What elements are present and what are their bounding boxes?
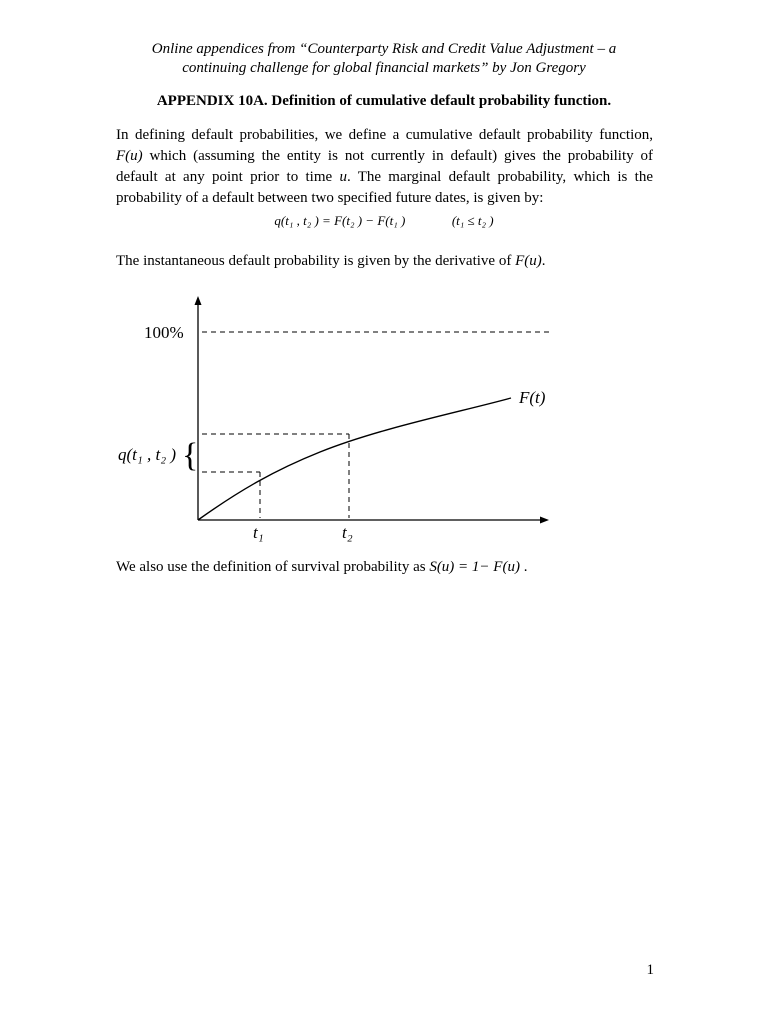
cumulative-curve <box>198 398 511 520</box>
appendix-title: APPENDIX 10A. Definition of cumulative default probability function. <box>156 93 612 109</box>
paragraph-text: In defining default probabilities, we define a cumulative default probability function, <box>116 127 653 143</box>
x-axis-arrow <box>540 517 549 524</box>
cumulative-default-figure <box>100 290 570 550</box>
page-number: 1 <box>646 962 654 978</box>
math-fu: F(u) <box>515 253 542 269</box>
math-fu: F(u) <box>116 148 143 164</box>
header-line-2: continuing challenge for global financial markets” by Jon Gregory <box>182 60 586 76</box>
hundred-percent-label: 100% <box>144 323 184 342</box>
math-u: u <box>339 169 347 185</box>
t2-tick-label: t₂ <box>342 523 353 542</box>
header-line-1: Online appendices from “Counterparty Risk and Credit Value Adjustment – a <box>151 41 617 57</box>
q-interval-label: q(t₁ , t₂ ) <box>118 445 177 464</box>
paragraph-end: . <box>519 559 528 575</box>
paragraph-end: . <box>541 253 546 269</box>
t1-tick-label: t₁ <box>253 523 264 542</box>
paragraph-text: We also use the definition of survival probability as <box>116 559 430 575</box>
paragraph-text: . The marginal default probability, which is the probability of a default between two specified future dates, is given by: <box>116 169 653 206</box>
y-axis-arrow <box>195 296 202 305</box>
paragraph-instantaneous <box>116 251 653 272</box>
paragraph-text: The instantaneous default probability is given by the derivative of <box>116 253 516 269</box>
paragraph-definition <box>116 125 653 209</box>
equation-condition: (t₁ ≤ t₂ ) <box>451 213 494 228</box>
running-header <box>0 40 768 78</box>
marginal-probability-equation <box>0 213 768 229</box>
curve-label: F(t) <box>519 388 546 407</box>
equation-main: q(t₁ , t₂ ) = F(t₂ ) − F(t₁ ) <box>274 213 406 228</box>
math-survival-formula: S(u) = 1− F(u) <box>429 559 520 575</box>
paragraph-text: which (assuming the entity is not currently in default) gives the probability of default at any point prior to time <box>116 148 653 185</box>
paragraph-survival <box>116 557 653 578</box>
brace-symbol: { <box>182 437 199 474</box>
